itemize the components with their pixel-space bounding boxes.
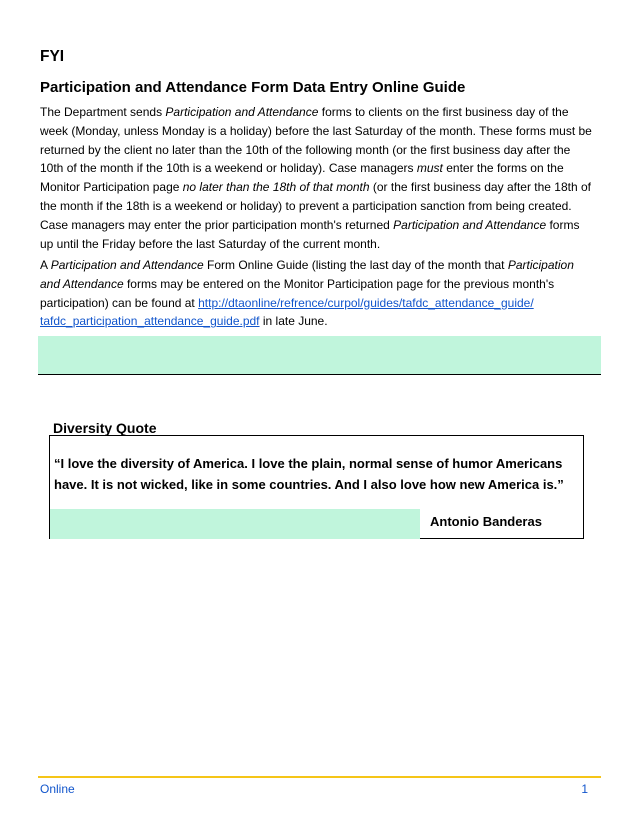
guide-paragraph: A Participation and Attendance Form Online Guide (listing the last day of the month that Participation and Attendance forms may be entered on the Monitor Participation page for the previous month's participation) can be found at http://dtaonline/refrence/curpol/guides/tafdc_attendance_guide/ tafdc_participation_attendance_guide.pdf in late June. [40, 258, 574, 329]
quote-highlight [50, 509, 420, 539]
quote-text: “I love the diversity of America. I love the plain, normal sense of humor Americans have. It is not wicked, like in some countries. And I also love how new America is.” [54, 456, 564, 492]
footer-left-text: Online [40, 782, 75, 796]
highlight-band [38, 336, 601, 374]
footer-page-number: 1 [581, 782, 588, 796]
diversity-quote-heading: Diversity Quote [53, 420, 157, 436]
quote-box [49, 435, 584, 539]
section-divider [38, 374, 601, 375]
intro-paragraph: The Department sends Participation and Attendance forms to clients on the first business day of the week (Monday, unless Monday is a holiday) before the last Saturday of the month. These forms must be returned by the client no later than the 10th of the following month (or the first business day after the 10th of the month if the 10th is a weekend or holiday). Case managers must enter the forms on the Monitor Participation page no later than the 18th of that month (or the first business day after the 18th of the month if the 18th is a weekend or holiday) to prevent a participation sanction from being created. Case managers may enter the prior participation month's returned Participation and Attendance forms up until the Friday before the last Saturday of the current month. [40, 105, 592, 251]
footer-divider [38, 776, 601, 778]
section-label: FYI [40, 48, 65, 65]
guide-link[interactable]: http://dtaonline/refrence/curpol/guides/tafdc_attendance_guide/ tafdc_participation_attendance_guide.pdf [40, 295, 534, 329]
quote-author: Antonio Banderas [430, 514, 542, 529]
page-title: Participation and Attendance Form Data Entry Online Guide [40, 79, 466, 96]
